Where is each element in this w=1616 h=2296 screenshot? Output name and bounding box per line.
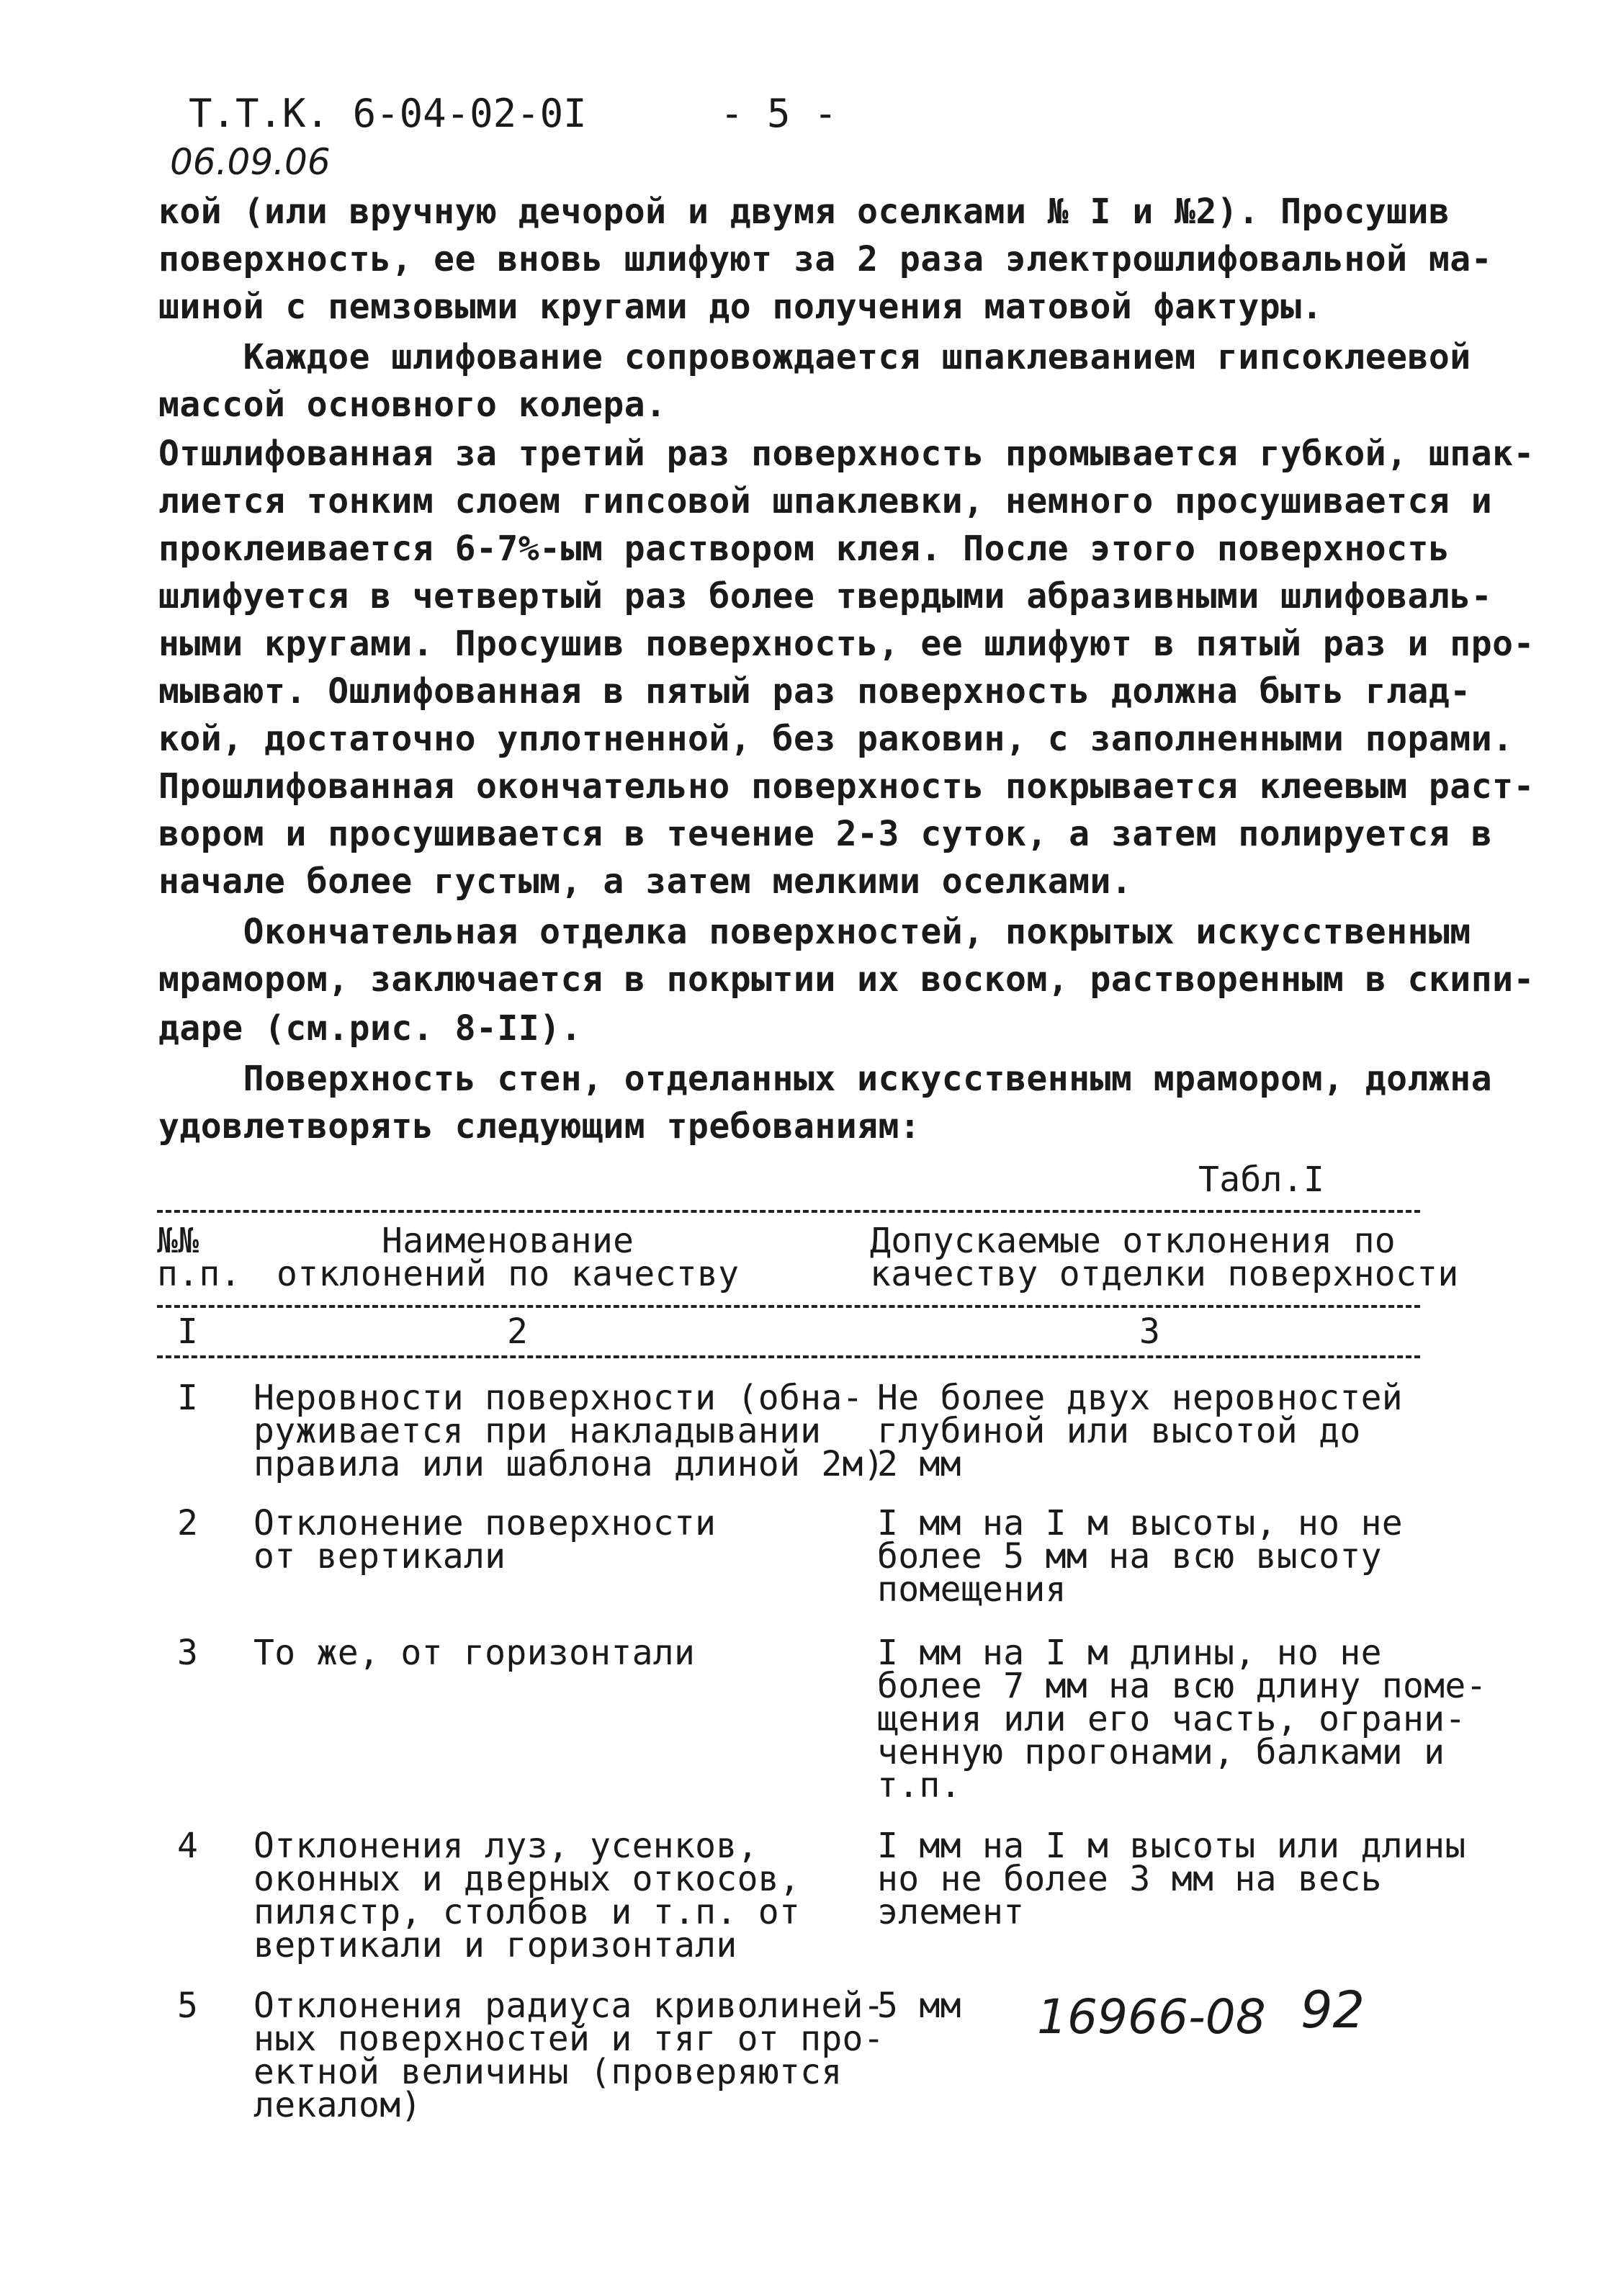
body-line-7: лиется тонким слоем гипсовой шпаклевки, немного просушивается и [158, 481, 1493, 521]
body-line-9: шлифуется в четвертый раз более твердыми абразивными шлифоваль- [158, 576, 1493, 616]
body-line-13: Прошлифованная окончательно поверхность покрывается клеевым раст- [158, 766, 1535, 807]
row-2-number: 2 [177, 1503, 199, 1543]
body-line-19: Поверхность стен, отделанных искусственным мрамором, должна [158, 1059, 1493, 1099]
row-5-name: Отклонения радиуса криволиней- ных поверхностей и тяг от про- ектной величины (проверяются лекалом) [253, 1986, 884, 2125]
row-5-tolerance: 5 мм [877, 1986, 961, 2026]
body-line-4: Каждое шлифование сопровождается шпаклеванием гипсоклеевой [158, 337, 1471, 377]
row-2-tolerance: I мм на I м высоты, но не более 5 мм на всю высоту помещения [877, 1503, 1403, 1610]
row-4-name: Отклонения луз, усенков, оконных и дверных откосов, пилястр, столбов и т.п. от вертикали и горизонтали [253, 1826, 801, 1965]
header-col-tolerance: Допускаемые отклонения по качеству отделки поверхности [870, 1221, 1459, 1294]
row-3-name: То же, от горизонтали [253, 1633, 696, 1673]
row-4-number: 4 [177, 1826, 199, 1866]
document-code: Т.Т.К. 6-04-02-0I [189, 91, 587, 136]
body-line-14: вором и просушивается в течение 2-3 суток, а затем полируется в [158, 814, 1493, 854]
body-line-2: поверхность, ее вновь шлифуют за 2 раза электрошлифовальной ма- [158, 239, 1493, 279]
row-1-tolerance: Не более двух неровностей глубиной или высотой до 2 мм [877, 1378, 1403, 1484]
header-bottom-rule [157, 1305, 1420, 1308]
table-label: Табл.I [1198, 1160, 1325, 1200]
handwritten-date: 06.09.06 [170, 141, 331, 183]
body-line-17: мрамором, заключается в покрытии их воском, растворенным в скипи- [158, 959, 1535, 1000]
handwritten-archive-number: 16966-08 [1037, 1989, 1266, 2045]
body-line-8: проклеивается 6-7%-ым раствором клея. После этого поверхность [158, 529, 1450, 569]
row-4-tolerance: I мм на I м высоты или длины но не более 3 мм на весь элемент [877, 1826, 1466, 1932]
row-1-number: I [177, 1378, 199, 1418]
row-1-name: Неровности поверхности (обна- руживается при накладывании правила или шаблона длиной 2м) [253, 1378, 884, 1484]
handwritten-sheet-number: 92 [1301, 1981, 1365, 2040]
body-line-5: массой основного колера. [158, 385, 667, 425]
body-line-15: начале более густым, а затем мелкими оселками. [158, 861, 1133, 902]
row-3-number: 3 [177, 1633, 199, 1673]
header-col-number: №№ п.п. [157, 1221, 241, 1294]
row-2-name: Отклонение поверхности от вертикали [253, 1503, 717, 1577]
page-number: - 5 - [720, 91, 838, 136]
numbers-bottom-rule [157, 1355, 1420, 1358]
body-line-16: Окончательная отделка поверхностей, покрытых искусственным [158, 912, 1471, 952]
column-number-1: I [177, 1311, 199, 1352]
column-number-2: 2 [507, 1311, 529, 1352]
column-number-3: 3 [1139, 1311, 1161, 1352]
header-col-name: Наименование отклонений по качеству [277, 1221, 740, 1294]
body-line-1: кой (или вручную дечорой и двумя оселками № I и №2). Просушив [158, 192, 1450, 232]
body-line-6: Отшлифованная за третий раз поверхность промывается губкой, шпак- [158, 434, 1535, 474]
body-line-12: кой, достаточно уплотненной, без раковин, с заполненными порами. [158, 719, 1514, 759]
body-line-18: даре (см.рис. 8-II). [158, 1008, 582, 1049]
body-line-10: ными кругами. Просушив поверхность, ее шлифуют в пятый раз и про- [158, 624, 1535, 664]
table-top-rule [157, 1210, 1420, 1213]
row-3-tolerance: I мм на I м длины, но не более 7 мм на всю длину поме- щения или его часть, ограни- ченную прогонами, балками и т.п. [877, 1633, 1487, 1806]
body-line-20: удовлетворять следующим требованиям: [158, 1106, 921, 1147]
row-5-number: 5 [177, 1986, 199, 2026]
body-line-3: шиной с пемзовыми кругами до получения матовой фактуры. [158, 287, 1323, 327]
body-line-11: мывают. Ошлифованная в пятый раз поверхность должна быть глад- [158, 671, 1471, 712]
